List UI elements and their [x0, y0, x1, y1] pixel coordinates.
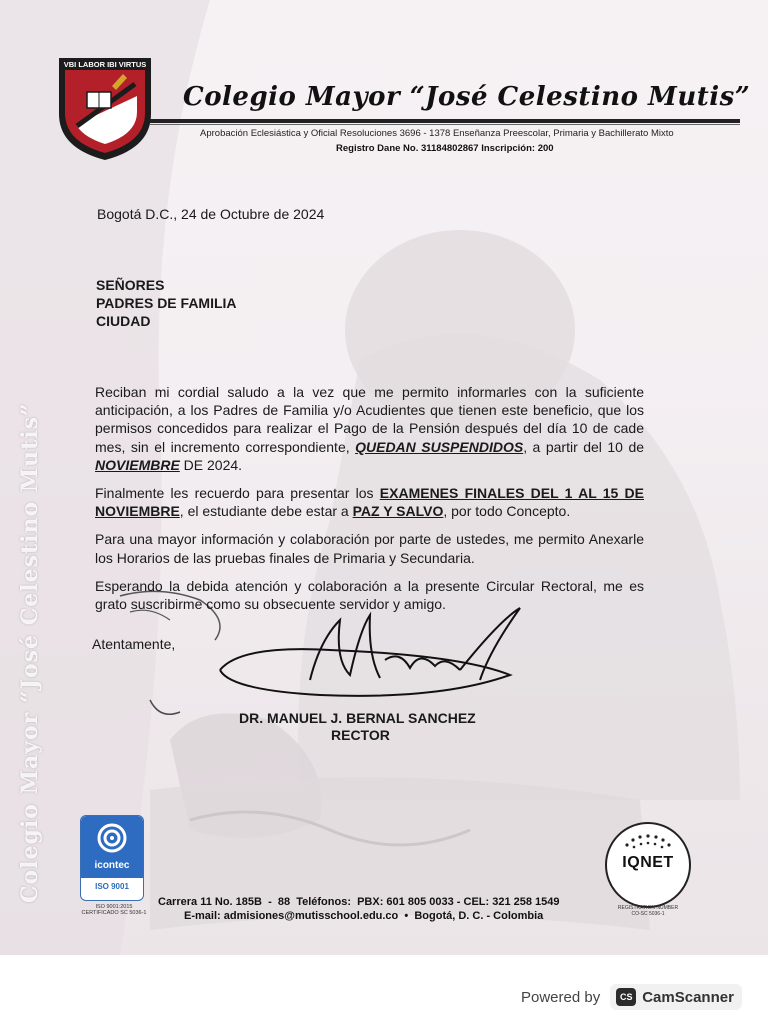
- camscanner-logo: [610, 984, 742, 1010]
- text-run: Finalmente les recuerdo para presentar los: [95, 485, 380, 502]
- footer-address: Carrera 11 No. 185B - 88 Teléfonos: PBX: 601 805 0033 - CEL: 321 258 1549: [158, 896, 560, 908]
- recipient-line: CIUDAD: [96, 313, 151, 329]
- icontec-iso-label: ISO 9001: [95, 882, 129, 891]
- text-run: , a partir del 10 de: [523, 438, 645, 455]
- handwritten-signature: [210, 600, 530, 720]
- signer-name: DR. MANUEL J. BERNAL SANCHEZ: [239, 710, 476, 726]
- icontec-certificate-text: ISO 9001:2015 CERTIFICADO SC 5036-1: [81, 904, 147, 916]
- emphasis-paz-salvo: PAZ Y SALVO: [352, 503, 444, 520]
- icontec-certification-badge: [80, 815, 144, 901]
- text-run: Reciban mi cordial saludo a la vez que me permito informarles con la suficiente anticipación, a los Padres de Familia y/o Acudientes que tienen este beneficio, que los permisos concedidos para realizar el Pago de la Pensión después del día 10 de cade mes, sin el incremento correspondiente,: [95, 384, 644, 455]
- text-run: DE 2024.: [179, 456, 243, 473]
- recipient-line: SEÑORES: [96, 277, 165, 293]
- school-crest-logo: [57, 56, 153, 162]
- camscanner-watermark: [521, 982, 742, 1012]
- emphasis-exams: EXAMENES FINALES DEL 1 AL 15 DE NOVIEMBRE: [95, 485, 644, 520]
- emphasis-suspended: QUEDAN SUSPENDIDOS: [355, 438, 524, 455]
- approval-line: Aprobación Eclesiástica y Oficial Resoluciones 3696 - 1378 Enseñanza Preescolar, Primaria y Bachillerato Mixto: [200, 128, 674, 139]
- letter-date: Bogotá D.C., 24 de Octubre de 2024: [97, 206, 325, 222]
- icontec-name: icontec: [94, 860, 130, 871]
- signer-title: RECTOR: [331, 727, 390, 743]
- iqnet-name: IQNET: [622, 854, 674, 871]
- crest-motto: VBI LABOR IBI VIRTUS: [63, 60, 147, 69]
- header-rule: [150, 119, 740, 123]
- camscanner-cs-icon: CS: [616, 988, 636, 1006]
- iqnet-certification-badge: [605, 822, 691, 908]
- letter-body: [95, 383, 644, 623]
- text-run: , por todo Concepto.: [443, 503, 571, 520]
- footer-email: E-mail: admisiones@mutisschool.edu.co • Bogotá, D. C. - Colombia: [184, 910, 544, 922]
- registro-dane: Registro Dane No. 31184802867 Inscripción: 200: [336, 143, 554, 154]
- camscanner-name: CamScanner: [642, 988, 734, 1006]
- iqnet-registration-text: REGISTRATION NUMBER CO-SC 5036-1: [617, 905, 679, 917]
- recipients-block: [96, 276, 237, 330]
- paragraph-farewell: Esperando la debida atención y colaboración a la presente Circular Rectoral, me es grato suscribirme como su obsecuente servidor y amigo.: [95, 577, 644, 613]
- icontec-logo-field: [81, 816, 143, 878]
- paragraph-schedules: Para una mayor información y colaboración por parte de ustedes, me permito Anexarle los Horarios de las pruebas finales de Primaria y Secundaria.: [95, 531, 644, 566]
- powered-by-label: Powered by: [521, 988, 601, 1006]
- header-rule-thin: [150, 124, 740, 125]
- paragraph-pension-notice: [95, 383, 644, 474]
- side-watermark-text: Colegio Mayor “José Celestino Mutis”: [17, 402, 43, 903]
- recipient-line: PADRES DE FAMILIA: [96, 295, 237, 311]
- emphasis-month: NOVIEMBRE: [95, 456, 180, 473]
- school-name: Colegio Mayor “José Celestino Mutis”: [183, 82, 751, 112]
- text-run: , el estudiante debe estar a: [179, 503, 353, 520]
- paragraph-final-exams: [95, 484, 644, 520]
- icontec-mark-icon: [81, 816, 143, 860]
- closing-salutation: Atentamente,: [92, 636, 176, 652]
